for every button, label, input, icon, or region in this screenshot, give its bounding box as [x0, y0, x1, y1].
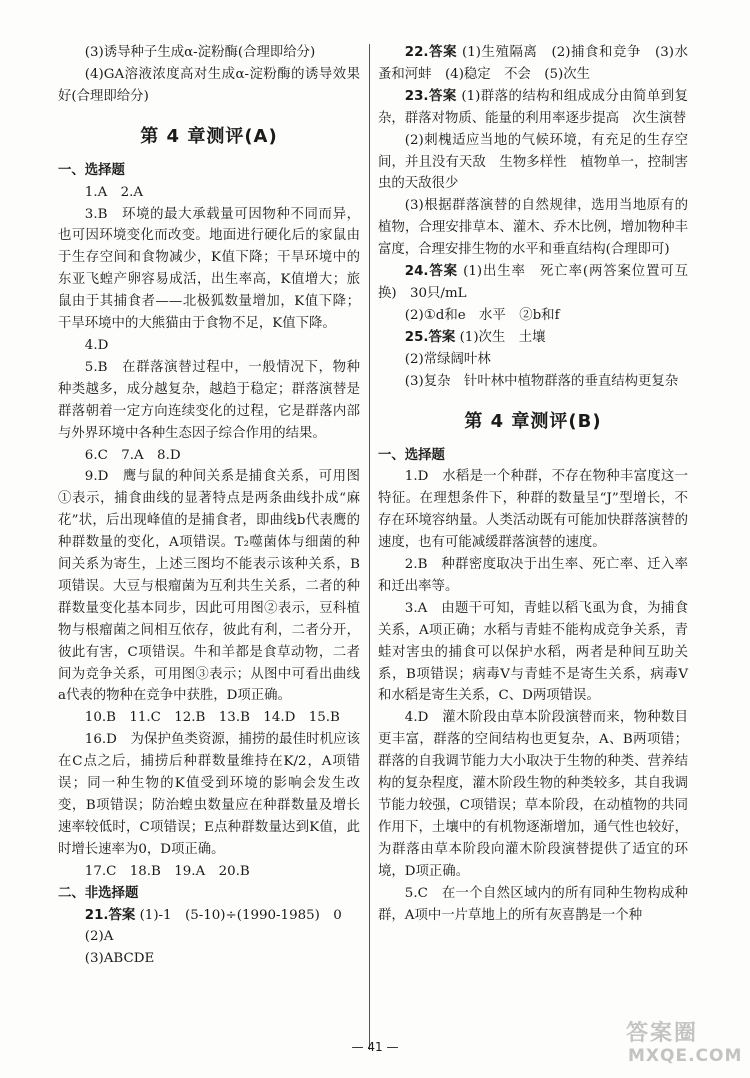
- answer-paragraph: 2.B 种群密度取决于出生率、死亡率、迁入率和迁出率等。: [378, 557, 688, 594]
- left-column: [58, 42, 360, 970]
- answer-paragraph: (3)诱导种子生成α-淀粉酶(合理即给分): [84, 45, 316, 60]
- answer-paragraph: 10.B 11.C 12.B 13.B 14.D 15.B: [84, 710, 340, 726]
- answer-paragraph: (2)刺槐适应当地的气候环境，有充足的生存空间，并且没有天敌 生物多样性 植物单一，控制害虫的天敌很少: [378, 132, 688, 192]
- answer-paragraph: 5.B 在群落演替过程中，一般情况下，物种种类越多，成分越复杂，越趋于稳定；群落演替是群落朝着一定方向连续变化的过程，它是群落内部与外界环境中各种生态因子综合作用的结果。: [58, 359, 360, 441]
- watermark-text: 答案圈: [626, 1021, 699, 1046]
- section-heading: 第 4 章测评(B): [464, 410, 602, 432]
- answer-paragraph: 24.答案 (1)出生率 死亡率(两答案位置可互换) 30只/mL: [378, 264, 688, 301]
- answer-paragraph: 17.C 18.B 19.A 20.B: [84, 863, 250, 879]
- answer-paragraph: 5.C 在一个自然区域内的所有同种生物构成种群，A项中一片草地上的所有灰喜鹊是一个种: [378, 885, 688, 923]
- answer-paragraph: 21.答案 (1)-1 (5-10)÷(1990-1985) 0: [84, 907, 342, 923]
- answer-paragraph: 3.B 环境的最大承载量可因物种不同而异，也可因环境变化而改变。地面进行硬化后的家鼠由于生存空间和食物减少，K值下降；干旱环境中的东亚飞蝗产卵容易成活，出生率高，K值增大；旅鼠由于其捕食者——北极狐数量增加，K值下降；干旱环境中的大熊猫由于食物不足，K值下降。: [58, 206, 360, 332]
- answer-label: 22.答案: [404, 45, 458, 60]
- answer-paragraph: 3.A 由题干可知，青蛙以稻飞虱为食，为捕食关系，A项正确；水稻与青蛙不能构成竞争关系，青蛙对害虫的捕食可以保护水稻，两者是种间互助关系，B项错误；病毒V与青蛙不是寄生关系，病毒V和水稻是寄生关系，C、D两项错误。: [378, 600, 688, 704]
- answer-label: 23.答案: [404, 88, 457, 104]
- answer-paragraph: 16.D 为保护鱼类资源，捕捞的最佳时机应该在C点之后，捕捞后种群数量维持在K/2，A项错误；同一种生物的K值受到环境的影响会发生改变，B项错误；防治蝗虫数量应在种群数量及增长速率较低时，C项错误；E点种群数量达到K值，此时增长速率为0，D项正确。: [58, 732, 360, 857]
- right-column: [378, 42, 688, 926]
- subsection-label: 二、非选择题: [58, 885, 139, 901]
- answer-paragraph: (2)①d和e 水平 ②b和f: [404, 307, 560, 323]
- answer-paragraph: 25.答案 (1)次生 土壤: [404, 329, 546, 345]
- answer-paragraph: 1.A 2.A: [84, 184, 144, 200]
- subsection-label: 一、选择题: [378, 447, 445, 463]
- answer-label: 25.答案: [404, 329, 456, 345]
- answer-paragraph: 4.D 灌木阶段由草本阶段演替而来，物种数目更丰富，群落的空间结构也更复杂，A、B两项错；群落的自我调节能力大小取决于生物的种类、营养结构的复杂程度，灌木阶段生物的种类较多，其自我调节能力较强，C项错误；草本阶段，在动植物的共同作用下，土壤中的有机物逐渐增加，通气性也较好，为群落由草本阶段向灌木阶段演替提供了适宜的环境，D项正确。: [378, 710, 688, 879]
- answer-paragraph: (3)复杂 针叶林中植物群落的垂直结构更复杂: [404, 373, 679, 389]
- page-number: — 41 —: [351, 1040, 399, 1054]
- answer-paragraph: (2)常绿阔叶林: [404, 351, 491, 367]
- answer-paragraph: (3)根据群落演替的自然规律，选用当地原有的植物，合理安排草本、灌木、乔木比例，增加物种丰富度，合理安排生物的水平和垂直结构(合理即可): [378, 198, 688, 258]
- answer-paragraph: 6.C 7.A 8.D: [84, 447, 181, 463]
- answer-paragraph: 22.答案 (1)生殖隔离 (2)捕食和竞争 (3)水蚤和河蚌 (4)稳定 不会 (5)次生: [378, 45, 688, 82]
- watermark-url: MXQE.COM: [628, 1046, 743, 1066]
- answer-paragraph: (4)GA溶液浓度高对生成α-淀粉酶的诱导效果好(合理即给分): [58, 66, 360, 104]
- answer-label: 24.答案: [404, 264, 458, 280]
- answer-paragraph: 9.D 鹰与鼠的种间关系是捕食关系，可用图①表示，捕食曲线的显著特点是两条曲线扑成“麻花”状，后出现峰值的是捕食者，即曲线b代表鹰的种群数量的变化，A项错误。T₂噬菌体与细菌的种间关系为寄生，上述三图均不能表示该种关系，B项错误。大豆与根瘤菌为互利共生关系，二者的种群数量变化基本同步，因此可用图②表示，豆科植物与根瘤菌之间相互依存，彼此有利，二者分开，彼此有害，C项错误。牛和羊都是食草动物，二者间为竞争关系，可用图③表示；从图中可看出曲线a代表的物种在竞争中获胜，D项正确。: [58, 469, 360, 704]
- answer-paragraph: (3)ABCDE: [84, 951, 155, 967]
- answer-paragraph: 1.D 水稻是一个种群，不存在物种丰富度这一特征。在理想条件下，种群的数量呈“J”型增长，不存在环境容纳量。人类活动既有可能加快群落演替的速度，也有可能减缓群落演替的速度。: [378, 469, 688, 551]
- subsection-label: 一、选择题: [58, 162, 125, 178]
- answer-label: 21.答案: [84, 907, 136, 923]
- answer-paragraph: 23.答案 (1)群落的结构和组成成分由简单到复杂，群落对物质、能量的利用率逐步提高 次生演替: [378, 88, 688, 126]
- column-divider: [369, 44, 370, 1050]
- answer-paragraph: (2)A: [84, 929, 114, 945]
- answer-paragraph: 4.D: [84, 337, 109, 353]
- section-heading: 第 4 章测评(A): [140, 125, 278, 147]
